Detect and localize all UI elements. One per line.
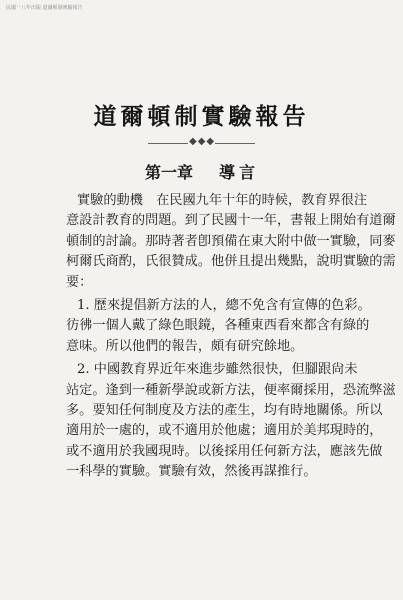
chapter-title: 導言 [219, 163, 260, 182]
text-line: 站定。逢到一種新學說或新方法，便率爾採用，恐流弊滋 [66, 382, 396, 398]
report-title: 道爾頓制實驗報告 [93, 103, 310, 130]
text-line: 或不適用於我國現時。以後採用任何新方法，應該先做 [66, 443, 383, 459]
text-line: 多。要知任何制度及方法的產生，均有時地關係。所以 [66, 402, 383, 418]
text-line: 要： [66, 274, 93, 290]
text-line: 意味。所以他們的報告，頗有研究餘地。 [66, 338, 304, 354]
text-line: 頓制的討論。那時著者卽預備在東大附中做一實驗，同麥 [66, 233, 396, 249]
text-line: 彷彿一個人戴了綠色眼鏡，各種東西看來都含有綠的 [66, 318, 370, 334]
ornament-rule-left [148, 143, 188, 144]
title-ornament [148, 138, 255, 150]
chapter-number: 第一章 [145, 163, 194, 182]
ornament-rule-right [215, 143, 255, 144]
library-stamp: 民國一八年出版 道爾頓制實驗報告 [6, 5, 83, 11]
text-line: 2. 中國教育界近年來進步雖然很快，但腳跟尙未 [77, 362, 358, 378]
text-line: 實驗的動機 在民國九年十年的時候，教育界很注 [77, 193, 368, 208]
text-line: 適用於一處的，或不適用於他處；適用於美邦現時的， [66, 423, 383, 439]
body-text [66, 191, 396, 482]
text-line: 意設計教育的問題。到了民國十一年，書報上開始有道爾 [66, 213, 396, 229]
ornament-dots: ◆◆◆ [189, 136, 216, 147]
chapter-heading [145, 160, 259, 183]
text-line: 柯爾氏商酌，氏很贊成。他併且提出幾點，說明實驗的需 [66, 254, 396, 270]
text-line: 一科學的實驗。實驗有效，然後再謀推行。 [66, 464, 317, 480]
text-line: 1. 歷來提倡新方法的人，總不免含有宣傳的色彩。 [77, 297, 371, 313]
